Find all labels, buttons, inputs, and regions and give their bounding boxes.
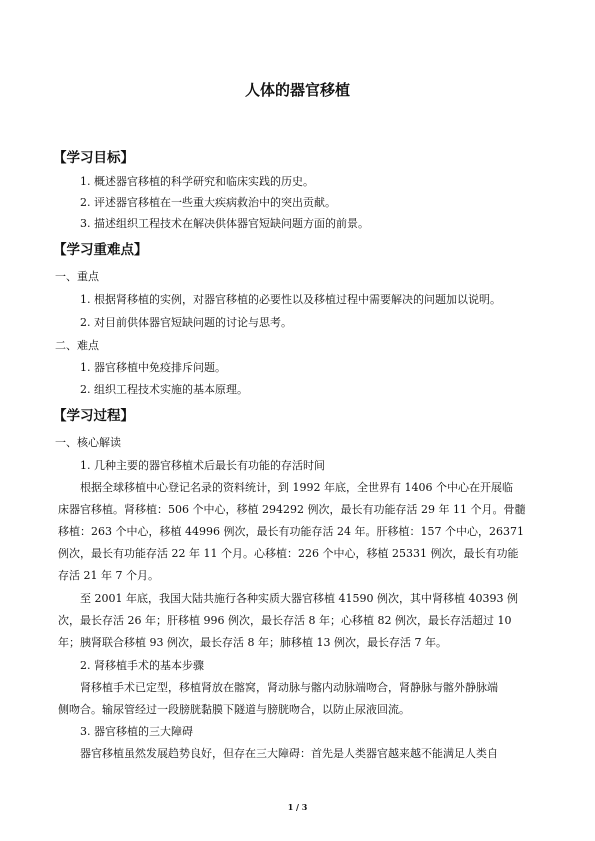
process-item-title: 2. 肾移植手术的基本步骤 — [80, 659, 204, 672]
process-heading: 【学习过程】 — [53, 408, 134, 424]
process-item-title: 1. 几种主要的器官移植术后最长有功能的存活时间 — [80, 459, 325, 472]
key-item: 1. 根据肾移植的实例，对器官移植的必要性以及移植过程中需要解决的问题加以说明。 — [80, 293, 501, 306]
paragraph-line: 至 2001 年底，我国大陆共施行各种实质大器官移植 41590 例次，其中肾移植 40393 例 — [80, 592, 518, 605]
goals-heading: 【学习目标】 — [53, 150, 134, 166]
paragraph-line: 侧吻合。输尿管经过一段膀胱黏膜下隧道与膀胱吻合，以防止尿液回流。 — [58, 703, 410, 716]
paragraph-line: 次，最长存活 26 年；肝移植 996 例次，最长存活 8 年；心移植 82 例次，最长存活超过 10 — [58, 614, 512, 627]
goal-item: 2. 评述器官移植在一些重大疾病救治中的突出贡献。 — [80, 196, 336, 209]
process-item-title: 3. 器官移植的三大障碍 — [80, 725, 193, 738]
key-sub-heading: 一、重点 — [55, 270, 99, 283]
key-points-heading: 【学习重难点】 — [53, 242, 148, 258]
paragraph-line: 年；胰肾联合移植 93 例次，最长存活 8 年；肺移植 13 例次，最长存活 7 年。 — [58, 636, 447, 649]
difficulty-sub-heading: 二、难点 — [55, 339, 99, 352]
key-item: 2. 对目前供体器官短缺问题的讨论与思考。 — [80, 316, 292, 329]
paragraph-line: 移植：263 个中心，移植 44996 例次，最长有功能存活 24 年。肝移植：157 个中心，26371 — [58, 525, 524, 538]
paragraph-line: 存活 21 年 7 个月。 — [58, 569, 159, 582]
paragraph-line: 例次，最长有功能存活 22 年 11 个月。心移植：226 个中心，移植 25331 例次，最长有功能 — [58, 547, 519, 560]
process-sub-heading: 一、核心解读 — [55, 436, 121, 449]
paragraph-line: 床器官移植。肾移植：506 个中心，移植 294292 例次，最长有功能存活 29 年 11 个月。骨髓 — [58, 503, 526, 516]
difficulty-item: 1. 器官移植中免疫排斥问题。 — [80, 361, 226, 374]
goal-item: 1. 概述器官移植的科学研究和临床实践的历史。 — [80, 175, 314, 188]
document-title: 人体的器官移植 — [244, 81, 350, 99]
difficulty-item: 2. 组织工程技术实施的基本原理。 — [80, 383, 248, 396]
page-number: 1 / 3 — [287, 802, 308, 812]
goal-item: 3. 描述组织工程技术在解决供体器官短缺问题方面的前景。 — [80, 217, 369, 230]
paragraph-line: 根据全球移植中心登记名录的资料统计，到 1992 年底，全世界有 1406 个中心在开展临 — [80, 481, 513, 494]
paragraph-line: 器官移植虽然发展趋势良好，但存在三大障碍：首先是人类器官越来越不能满足人类自 — [80, 747, 498, 760]
paragraph-line: 肾移植手术已定型，移植肾放在髂窝，肾动脉与髂内动脉端吻合，肾静脉与髂外静脉端 — [80, 681, 498, 694]
